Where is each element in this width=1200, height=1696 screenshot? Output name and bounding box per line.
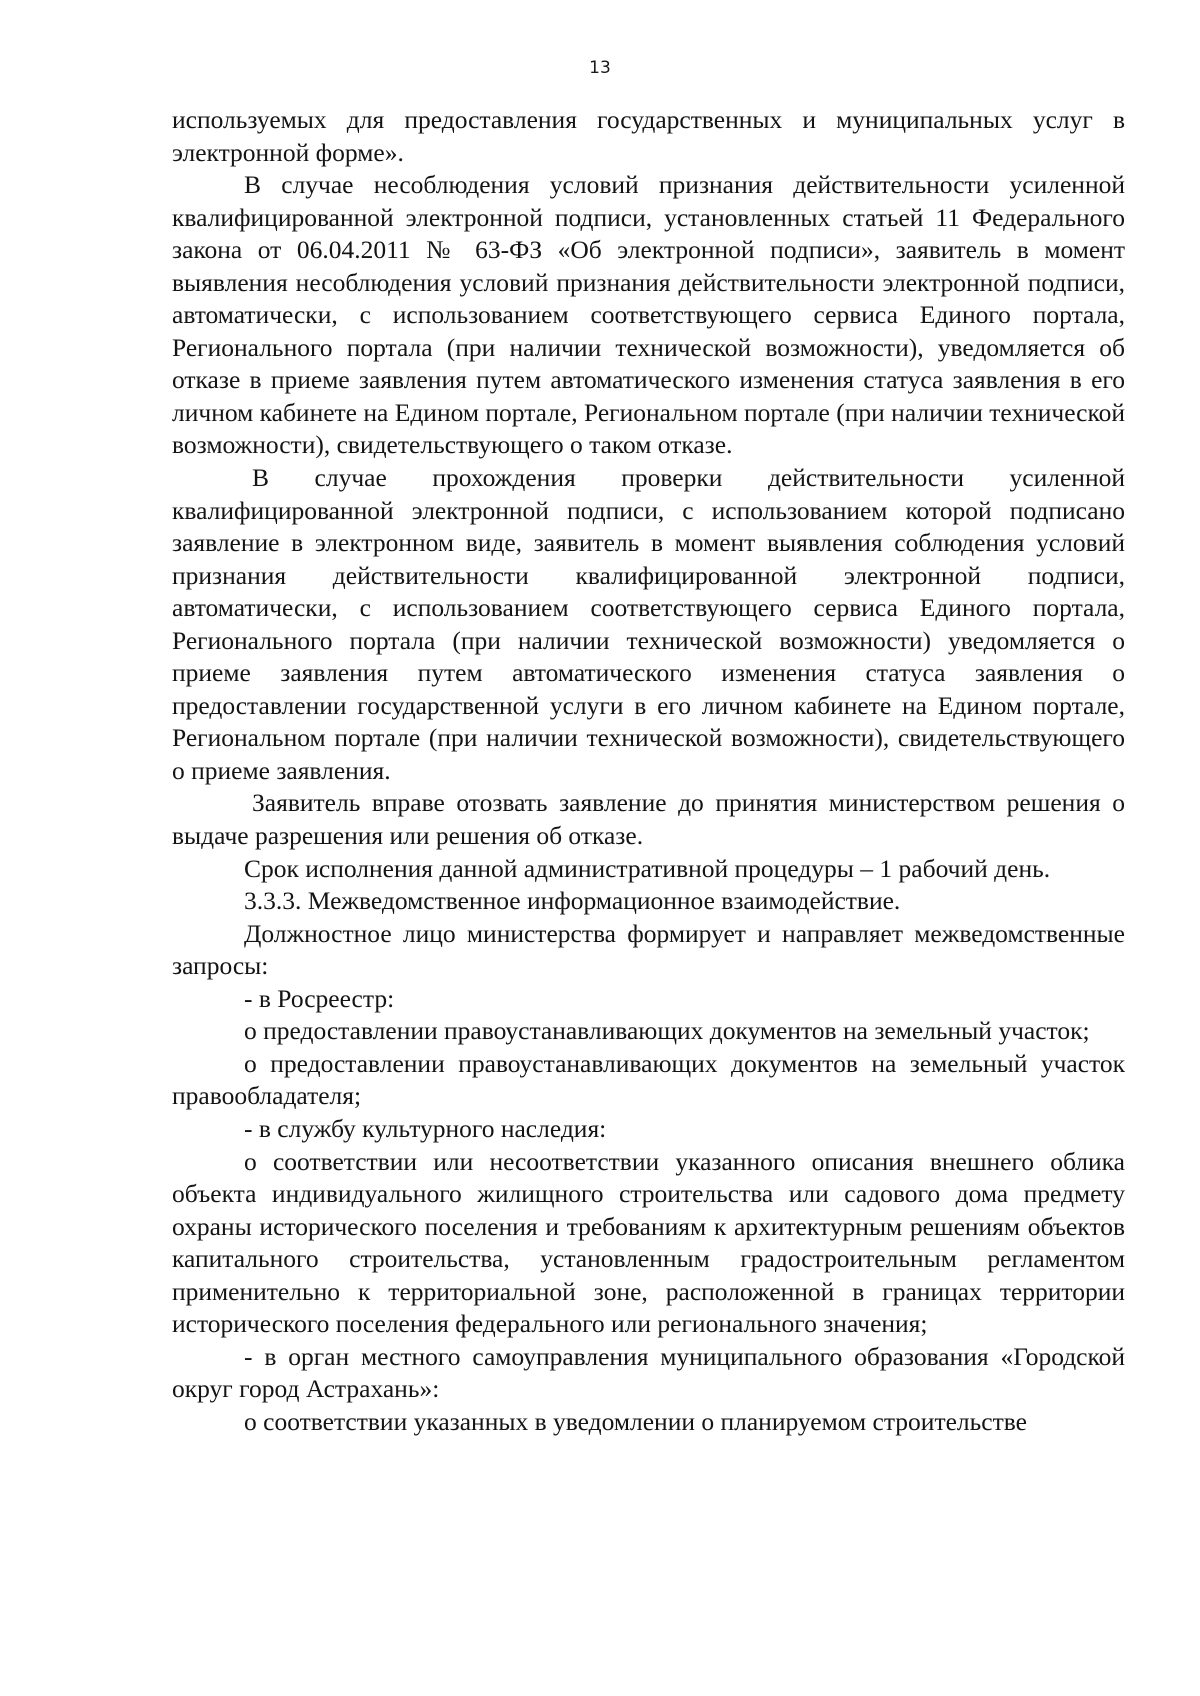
paragraph-withdrawal: Заявитель вправе отозвать заявление до принятия министерством решения о выдаче разрешения или решения об отказе. xyxy=(172,788,1125,851)
list-item-heritage-service: - в службу культурного наследия: xyxy=(244,1113,607,1143)
section-heading-3-3-3: 3.3.3. Межведомственное информационное взаимодействие. xyxy=(244,886,901,916)
list-subitem-owner-documents: о предоставлении правоустанавливающих документов на земельный участок правообладателя; xyxy=(172,1048,1125,1111)
paragraph-requests: Должностное лицо министерства формирует и направляет межведомственные запросы: xyxy=(172,918,1125,981)
list-subitem-land-documents: о предоставлении правоустанавливающих документов на земельный участок; xyxy=(244,1016,1090,1046)
list-subitem-construction-compliance: о соответствии указанных в уведомлении о планируемом строительстве xyxy=(244,1406,1027,1436)
list-item-rosreestr: - в Росреестр: xyxy=(244,983,395,1013)
paragraph-signature-valid: В случае прохождения проверки действительности усиленной квалифицированной электронной подписи, с использованием которой подписано заявление в электронном виде, заявитель в момент выявления соблюдения условий признания действительности квалифицированной электронной подписи, автоматически, с использованием соответствующего сервиса Единого портала, Регионального портала (при наличии технической возможности) уведомляется о приеме заявления путем автоматического изменения статуса заявления о предоставлении государственной услуги в его личном кабинете на Едином портале, Региональном портале (при наличии технической возможности), свидетельствующего о приеме заявления. xyxy=(172,463,1125,785)
list-item-local-government: - в орган местного самоуправления муниципального образования «Городской округ город Астрахань»: xyxy=(172,1341,1125,1404)
document-body xyxy=(172,104,1125,1438)
list-subitem-heritage-compliance: о соответствии или несоответствии указанного описания внешнего облика объекта индивидуального жилищного строительства или садового дома предмету охраны исторического поселения и требованиям к архитектурным решениям объектов капитального строительства, установленным градостроительным регламентом применительно к территориальной зоне, расположенной в границах территории исторического поселения федерального или регионального значения; xyxy=(172,1146,1125,1339)
paragraph-continuation: используемых для предоставления государственных и муниципальных услуг в электронной форме». xyxy=(172,105,1125,167)
paragraph-signature-invalid: В случае несоблюдения условий признания действительности усиленной квалифицированной электронной подписи, установленных статьей 11 Федерального закона от 06.04.2011 № 63-ФЗ «Об электронной подписи», заявитель в момент выявления несоблюдения условий признания действительности электронной подписи, автоматически, с использованием соответствующего сервиса Единого портала, Регионального портала (при наличии технической возможности), уведомляется об отказе в приеме заявления путем автоматического изменения статуса заявления в его личном кабинете на Едином портале, Региональном портале (при наличии технической возможности), свидетельствующего о таком отказе. xyxy=(172,170,1125,460)
page-number: 13 xyxy=(589,58,611,78)
paragraph-deadline: Срок исполнения данной административной процедуры – 1 рабочий день. xyxy=(244,853,1051,883)
